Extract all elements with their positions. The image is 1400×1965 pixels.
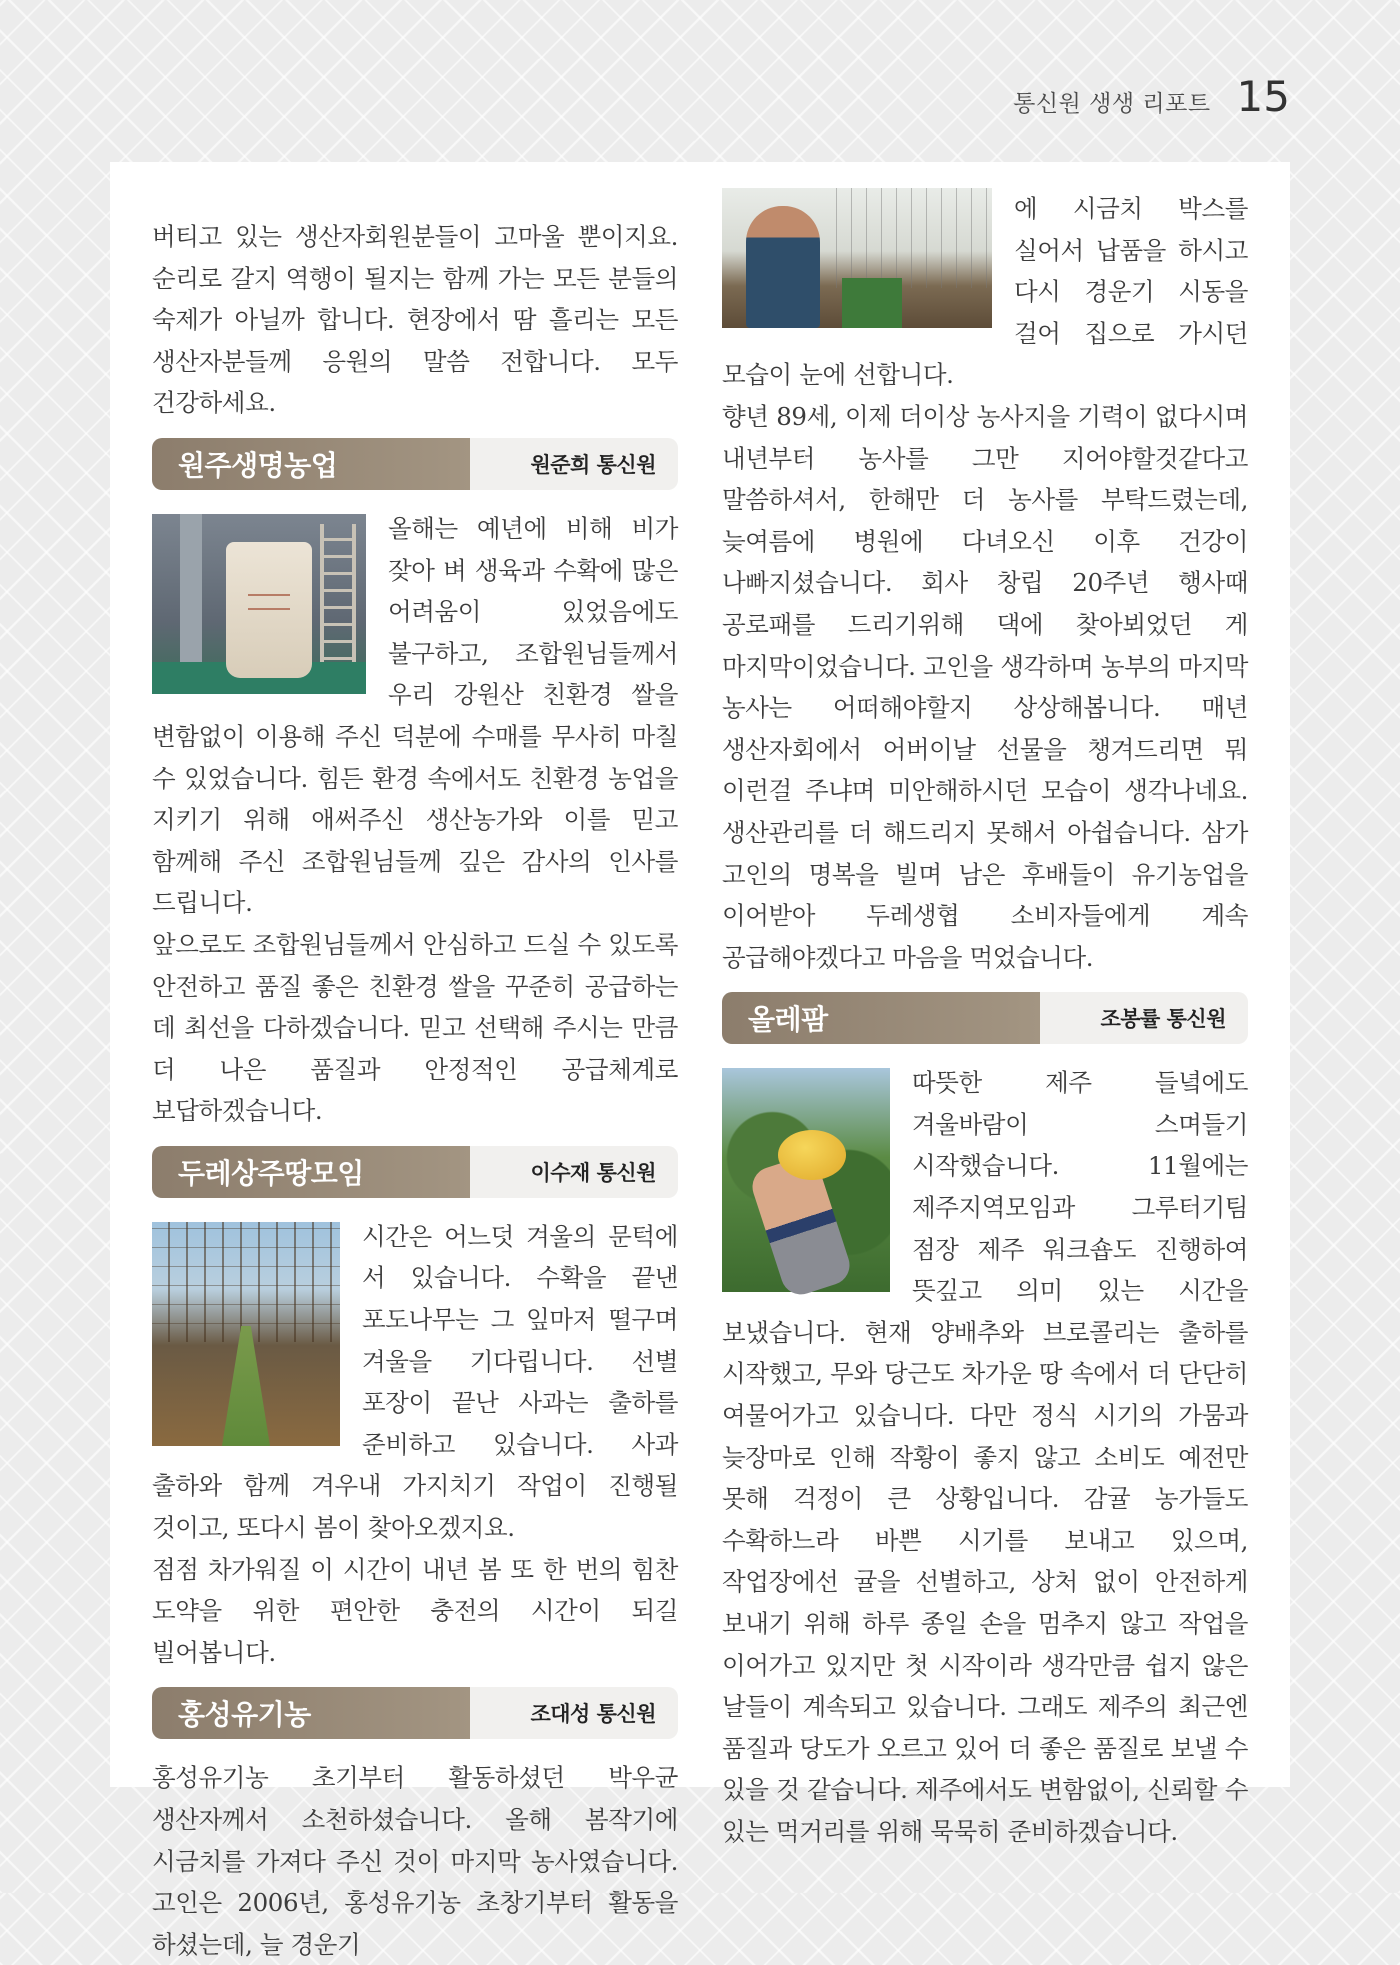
farmer-greenhouse-photo — [722, 188, 992, 328]
section-title: 원주생명농업 — [152, 438, 470, 490]
right-column — [722, 188, 1248, 1853]
section-header-wonju — [152, 438, 678, 490]
section-header-sangju — [152, 1146, 678, 1198]
section-title: 올레팜 — [722, 992, 1040, 1044]
intro-paragraph: 버티고 있는 생산자회원분들이 고마울 뿐이지요. 순리로 갈지 역행이 될지는 함께 가는 모든 분들의 숙제가 아닐까 합니다. 현장에서 땀 흘리는 모든 생산자분들께 응원의 말씀 전합니다. 모두 건강하세요. — [152, 222, 678, 418]
wonju-paragraph-2: 앞으로도 조합원님들께서 안심하고 드실 수 있도록 안전하고 품질 좋은 친환경 쌀을 꾸준히 공급하는 데 최선을 다하겠습니다. 믿고 선택해 주시는 만큼 더 나은 품질과 안정적인 공급체계로 보답하겠습니다. — [152, 929, 678, 1126]
section-title: 홍성유기농 — [152, 1687, 470, 1739]
reporter-name: 원준희 통신원 — [470, 438, 678, 490]
reporter-name: 조대성 통신원 — [470, 1687, 678, 1739]
vineyard-greenhouse-photo — [152, 1222, 340, 1446]
left-column — [152, 216, 678, 1965]
sangju-paragraph-2: 점점 차가워질 이 시간이 내년 봄 또 한 번의 힘찬 도약을 위한 편안한 충전의 시간이 되길 빌어봅니다. — [152, 1554, 678, 1667]
running-header-title: 통신원 생생 리포트 — [1013, 91, 1211, 117]
hongseong-continuation-2: 향년 89세, 이제 더이상 농사지을 기력이 없다시며 내년부터 농사를 그만 지어야할것같다고 말씀하셔서, 한해만 더 농사를 부탁드렸는데, 늦여름에 병원에 다녀오신 이후 건강이 나빠지셨습니다. 회사 창립 20주년 행사때 공로패를 드리기위해 댁에 찾아뵈었던 게 마지막이었습니다. 고인을 생각하며 농부의 마지막 농사는 어떠해야할지 상상해봅니다. 매년 생산자회에서 어버이날 선물을 챙겨드리면 뭐 이런걸 주냐며 미안해하시던 모습이 생각나네요. 생산관리를 더 해드리지 못해서 아쉽습니다. 삼가 고인의 명복을 빌며 남은 후배들이 유기농업을 이어받아 두레생협 소비자들에게 계속 공급해야겠다고 마음을 먹었습니다. — [722, 401, 1248, 972]
reporter-name: 조봉률 통신원 — [1040, 992, 1248, 1044]
wonju-paragraph-1: 올해는 예년에 비해 비가 잦아 벼 생육과 수확에 많은 어려움이 있었음에도 불구하고, 조합원님들께서 우리 강원산 친환경 쌀을 변함없이 이용해 주신 덕분에 수매를 무사히 마칠 수 있었습니다. 힘든 환경 속에서도 친환경 농업을 지키기 위해 애써주신 생산농가와 이를 믿고 함께해 주신 조합원님들께 깊은 감사의 인사를 드립니다. — [152, 513, 678, 918]
article-panel — [110, 162, 1290, 1959]
page-number: 15 — [1236, 72, 1290, 121]
section-header-hongseong — [152, 1687, 678, 1739]
hongseong-continuation-1: 에 시금치 박스를 실어서 납품을 하시고 다시 경운기 시동을 걸어 집으로 가시던 모습이 눈에 선합니다. — [722, 194, 1248, 390]
citrus-in-hand-photo — [722, 1068, 890, 1292]
section-title: 두레상주땅모임 — [152, 1146, 470, 1198]
hongseong-paragraph-1: 홍성유기농 초기부터 활동하셨던 박우균 생산자께서 소천하셨습니다. 올해 봄작기에 시금치를 가져다 주신 것이 마지막 농사였습니다. 고인은 2006년, 홍성유기농 초창기부터 활동을 하셨는데, 늘 경운기 — [152, 1763, 678, 1959]
section-header-ollefarm — [722, 992, 1248, 1044]
page-header — [1013, 72, 1290, 121]
reporter-name: 이수재 통신원 — [470, 1146, 678, 1198]
sangju-paragraph-1: 시간은 어느덧 겨울의 문턱에 서 있습니다. 수확을 끝낸 포도나무는 그 잎마저 떨구며 겨울을 기다립니다. 선별 포장이 끝난 사과는 출하를 준비하고 있습니다. 사과 출하와 함께 겨우내 가지치기 작업이 진행될 것이고, 또다시 봄이 찾아오겠지요. — [152, 1221, 678, 1543]
rice-storage-bag-photo — [152, 514, 366, 694]
ollefarm-paragraph-1: 따뜻한 제주 들녘에도 겨울바람이 스며들기 시작했습니다. 11월에는 제주지역모임과 그루터기팀 점장 제주 워크숍도 진행하여 뜻깊고 의미 있는 시간을 보냈습니다. 현재 양배추와 브로콜리는 출하를 시작했고, 무와 당근도 차가운 땅 속에서 더 단단히 여물어가고 있습니다. 다만 정식 시기의 가뭄과 늦장마로 인해 작황이 좋지 않고 소비도 예전만 못해 걱정이 큰 상황입니다. 감귤 농가들도 수확하느라 바쁜 시기를 보내고 있으며, 작업장에선 귤을 선별하고, 상처 없이 안전하게 보내기 위해 하루 종일 손을 멈추지 않고 작업을 이어가고 있지만 첫 시작이라 생각만큼 쉽지 않은 날들이 계속되고 있습니다. 그래도 제주의 최근엔 품질과 당도가 오르고 있어 더 좋은 품질로 보낼 수 있을 것 같습니다. 제주에서도 변함없이, 신뢰할 수 있는 먹거리를 위해 묵묵히 준비하겠습니다. — [722, 1068, 1248, 1846]
